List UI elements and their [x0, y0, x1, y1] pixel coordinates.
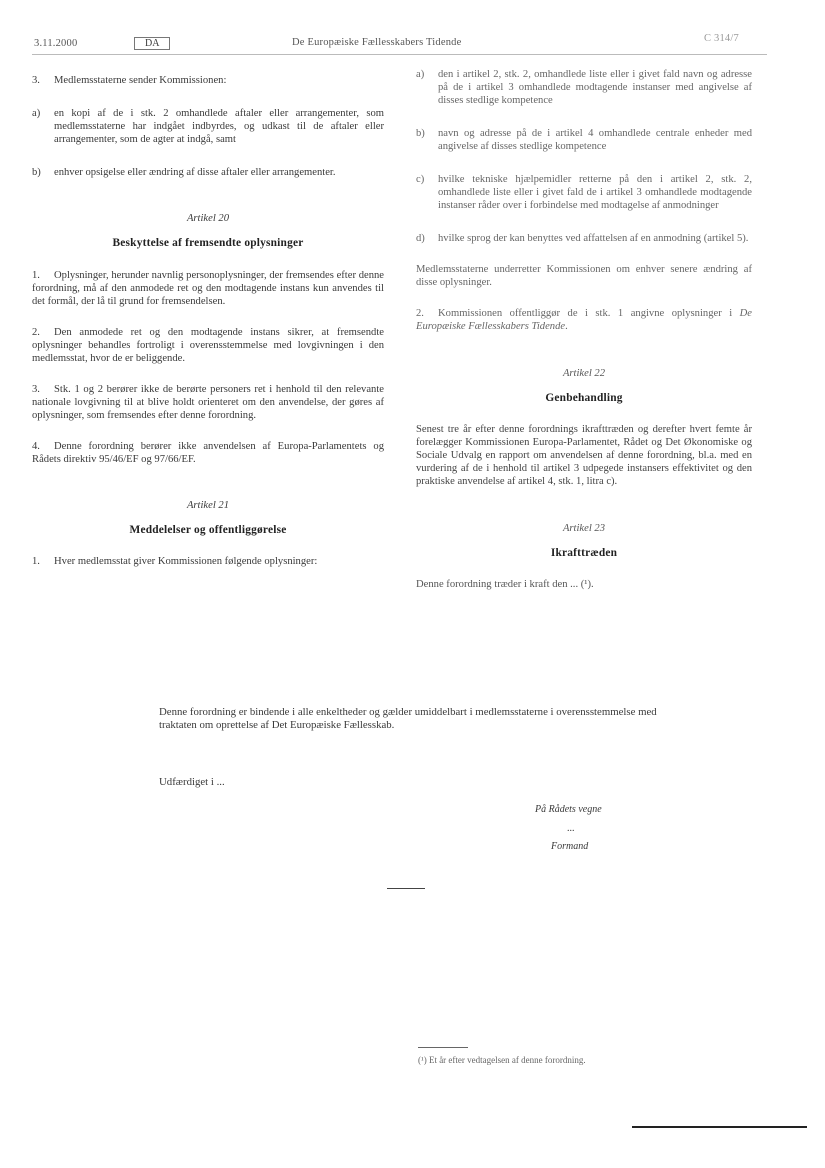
- paragraph-text: Stk. 1 og 2 berører ikke de berørte personers ret i henhold til den relevante nationale lovgivning til at blive holdt orienteret om den anvendelse, der gøres af oplysninger, som fremsendes efter denne forordning.: [32, 384, 384, 421]
- journal-name: De Europæiske Fællesskabers Tidende: [416, 308, 752, 332]
- list-text: hvilke sprog der kan benyttes ved affattelsen af en anmodning (artikel 5).: [438, 233, 749, 244]
- article-22-title: Genbehandling: [545, 392, 623, 404]
- header-rule: [32, 54, 767, 55]
- article-23-number: Artikel 23: [562, 523, 606, 534]
- article-20-paragraph: [32, 326, 384, 365]
- article-20-title: Beskyttelse af fremsendte oplysninger: [112, 237, 304, 249]
- paragraph-number: 2.: [416, 308, 424, 319]
- done-at: Udfærdiget i ...: [159, 776, 225, 788]
- list-text: hvilke tekniske hjælpemidler retterne på den i artikel 2, stk. 2, omhandlede liste eller i givet fald de i artikel 3 omhandlede modtagende instanser råder over i forbindelse med modtagelse af anmodninger: [438, 174, 752, 211]
- paragraph-text: Kommissionen offentliggør de i stk. 1 angivne oplysninger i: [438, 308, 740, 319]
- paragraph-text: Hver medlemsstat giver Kommissionen følgende oplysninger:: [54, 556, 318, 567]
- on-behalf-of-council: På Rådets vegne: [535, 804, 602, 815]
- list-label: b): [416, 128, 425, 139]
- list-text: enhver opsigelse eller ændring af disse aftaler eller arrangementer.: [54, 167, 336, 178]
- footnote-rule: [418, 1047, 468, 1048]
- president-title: Formand: [551, 841, 589, 852]
- scan-edge-line: [632, 1126, 807, 1128]
- list-label: b): [32, 167, 41, 178]
- signature-dots: ...: [567, 823, 575, 834]
- article-20-number: Artikel 20: [186, 213, 230, 224]
- list-label: a): [32, 108, 41, 119]
- paragraph-number: 2.: [32, 327, 40, 338]
- paragraph-text: Medlemsstaterne sender Kommissionen:: [54, 75, 227, 86]
- list-item: [32, 107, 384, 146]
- paragraph-number: 1.: [32, 556, 40, 567]
- left-column: [32, 74, 384, 568]
- binding-clause: Denne forordning er bindende i alle enkeltheder og gælder umiddelbart i medlemsstaterne i overensstemmelse med traktaten om oprettelse af Det Europæiske Fællesskab.: [159, 706, 657, 731]
- journal-title: De Europæiske Fællesskabers Tidende: [292, 37, 462, 48]
- list-item: [416, 173, 752, 212]
- article-23-title: Ikrafttræden: [550, 547, 618, 559]
- paragraph-text: Denne forordning berører ikke anvendelsen af Europa-Parlamentets og Rådets direktiv 95/46/EF og 97/66/EF.: [32, 441, 384, 465]
- header-date: 3.11.2000: [34, 38, 78, 49]
- article-22-number: Artikel 22: [562, 368, 606, 379]
- article-20-paragraph: [32, 269, 384, 308]
- article-20-paragraph: [32, 383, 384, 422]
- footnote: (¹) Et år efter vedtagelsen af denne forordning.: [418, 1055, 586, 1065]
- article-21-title: Meddelelser og offentliggørelse: [129, 524, 287, 536]
- notification-text: Medlemsstaterne underretter Kommissionen om enhver senere ændring af disse oplysninger.: [416, 264, 752, 288]
- language-badge: DA: [134, 37, 170, 50]
- paragraph-text: Den anmodede ret og den modtagende instans sikrer, at fremsendte oplysninger behandles fortroligt i overensstemmelse med lovgivningen i den medlemsstat, hvor de er beliggende.: [32, 327, 384, 364]
- list-item: [32, 166, 384, 179]
- article-20-paragraph: [32, 440, 384, 466]
- paragraph-number: 3.: [32, 384, 40, 395]
- article-23-text: Denne forordning træder i kraft den ... (¹).: [416, 579, 594, 590]
- paragraph-number: 4.: [32, 441, 40, 452]
- list-label: a): [416, 69, 425, 80]
- list-text: en kopi af de i stk. 2 omhandlede aftaler eller arrangementer, som medlemsstaterne har indgået indbyrdes, og udkast til de aftaler eller arrangementer, som de agter at indgå, samt: [54, 108, 384, 145]
- list-text: navn og adresse på de i artikel 4 omhandlede centrale enheder med angivelse af disses stedlige kompetence: [438, 128, 752, 152]
- paragraph-end: .: [565, 321, 568, 332]
- paragraph-3: [32, 74, 384, 87]
- article-21-number: Artikel 21: [186, 500, 230, 511]
- list-label: d): [416, 233, 425, 244]
- list-item: [416, 232, 752, 245]
- article-22-text: Senest tre år efter denne forordnings ikrafttræden og derefter hvert femte år forelægger Kommissionen Europa-Parlamentet, Rådet og Det Økonomiske og Sociale Udvalg en rapport om anvendelsen af denne forordning, bl.a. med en vurdering af de i henhold til artikel 3 udpegede instansers effektivitet og den praktiske anvendelse af artikel 4, stk. 1, litra c).: [416, 424, 752, 487]
- list-item: [416, 127, 752, 153]
- article-21-paragraph: [32, 555, 384, 568]
- paragraph-number: 1.: [32, 270, 40, 281]
- list-item: [416, 68, 752, 107]
- right-column: [416, 68, 752, 591]
- list-text: den i artikel 2, stk. 2, omhandlede liste eller i givet fald navn og adresse på de i artikel 3 omhandlede modtagende instanser med angivelse af disses stedlige kompetence: [438, 69, 752, 106]
- paragraph-2: [416, 307, 752, 333]
- list-label: c): [416, 174, 425, 185]
- end-rule: [387, 888, 425, 889]
- page-reference: C 314/7: [704, 33, 739, 44]
- paragraph-number: 3.: [32, 75, 40, 86]
- paragraph-text: Oplysninger, herunder navnlig personoplysninger, der fremsendes efter denne forordning, må af den anmodede ret og den modtagende instans kun anvendes til det formål, der lå til grund for fremsendelsen.: [32, 270, 384, 307]
